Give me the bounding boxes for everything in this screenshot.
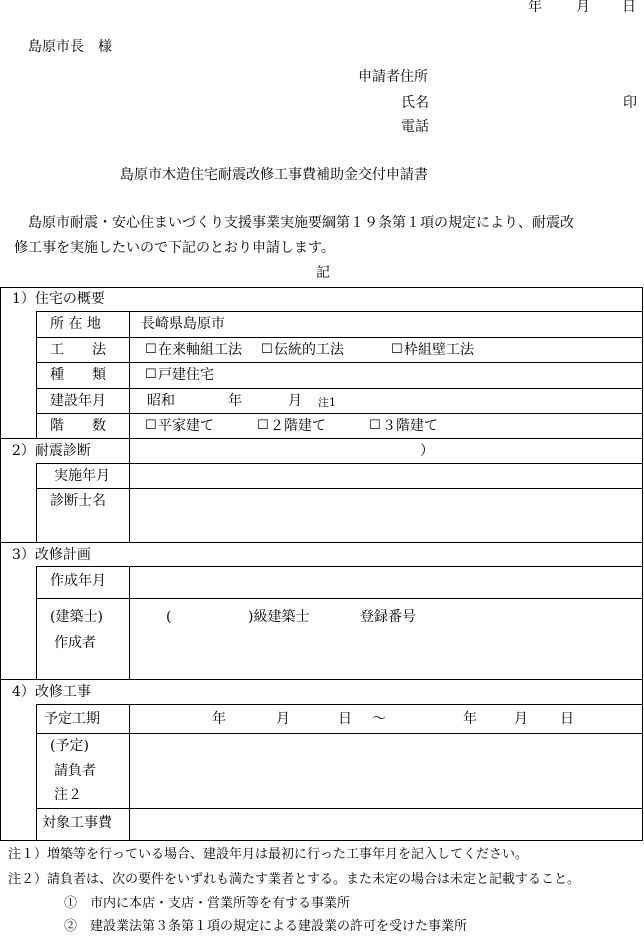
built-label: 建設年月 bbox=[50, 393, 106, 409]
method-label: 工 法 bbox=[50, 342, 106, 358]
sec4-indent-line bbox=[36, 704, 37, 841]
floors-option-label: ２階建て bbox=[270, 418, 326, 434]
intro-line-1: 島原市耐震・安心住まいづくり支援事業実施要綱第１９条第１項の規定により、耐震改 bbox=[28, 215, 574, 231]
method-checkbox[interactable]: ☐ bbox=[391, 342, 403, 357]
diagnosis-date-label: 実施年月 bbox=[54, 468, 110, 484]
period-start-year: 年 bbox=[212, 711, 226, 727]
floors-option-label: 平家建て bbox=[158, 418, 214, 434]
date-year-label: 年 bbox=[528, 0, 542, 15]
requirement-item-1: ① 市内に本店・支店・営業所等を有する事業所 bbox=[64, 896, 351, 911]
note-2: 注２）請負者は、次の要件をいずれも満たす業者とする。また未定の場合は未定と記載すること。 bbox=[8, 872, 581, 887]
sec1-indent-line bbox=[36, 311, 37, 439]
method-option-label: 伝統的工法 bbox=[274, 342, 344, 358]
sec4-row-line bbox=[36, 733, 643, 734]
intro-line-2: 修工事を実施したいので下記のとおり申請します。 bbox=[14, 240, 335, 256]
location-label: 所 在 地 bbox=[50, 316, 101, 332]
note-1: 注１）増築等を行っている場合、建設年月は最初に行った工事年月を記入してください。 bbox=[8, 847, 529, 862]
sec2-label-col-line bbox=[129, 438, 130, 543]
period-start-day: 日 bbox=[338, 711, 352, 727]
seal-mark: 印 bbox=[623, 95, 637, 111]
contractor-note-marker: 注２ bbox=[54, 787, 82, 803]
built-note-marker: 注1 bbox=[318, 396, 336, 409]
applicant-address-label: 申請者住所 bbox=[358, 69, 428, 85]
date-day-label: 日 bbox=[622, 0, 636, 15]
addressee: 島原市長 様 bbox=[28, 39, 112, 55]
plan-date-label: 作成年月 bbox=[50, 573, 106, 589]
sec4-label-col-line bbox=[129, 704, 130, 841]
floors-option-label: ３階建て bbox=[382, 418, 438, 434]
document-title: 島原市木造住宅耐震改修工事費補助金交付申請書 bbox=[120, 167, 428, 183]
sec2-indent-line bbox=[36, 463, 37, 543]
method-option-label: 在来軸組工法 bbox=[158, 342, 242, 358]
sec3-indent-line bbox=[36, 566, 37, 680]
sec2-paren-close: ） bbox=[420, 443, 434, 459]
location-value[interactable]: 長崎県島原市 bbox=[141, 316, 225, 332]
contractor-label-planned: (予定) bbox=[50, 738, 89, 754]
applicant-phone-label: 電話 bbox=[401, 119, 429, 135]
period-end-year: 年 bbox=[463, 711, 477, 727]
sec3-row-line bbox=[36, 566, 643, 567]
sec1-row-line bbox=[36, 337, 643, 338]
period-label: 予定工期 bbox=[44, 711, 100, 727]
cost-label: 対象工事費 bbox=[42, 815, 112, 831]
table-border-right bbox=[642, 287, 643, 841]
type-label: 種 類 bbox=[50, 367, 106, 383]
built-era: 昭和 bbox=[147, 393, 175, 409]
method-option-label: 枠組壁工法 bbox=[404, 342, 474, 358]
floors-checkbox[interactable]: ☐ bbox=[257, 418, 269, 433]
sec1-row-line bbox=[36, 311, 643, 312]
sec4-heading: 4）改修工事 bbox=[12, 684, 91, 700]
sec2-row-line bbox=[36, 463, 643, 464]
period-tilde: ～ bbox=[372, 711, 386, 727]
floors-label: 階 数 bbox=[50, 418, 106, 434]
sec2-row-line bbox=[36, 488, 643, 489]
sec2-divider bbox=[0, 438, 643, 439]
sec4-row-line bbox=[36, 808, 643, 809]
sec4-row-line bbox=[36, 704, 643, 705]
table-border-bottom bbox=[0, 840, 643, 841]
sec3-label-col-line bbox=[129, 566, 130, 680]
sec1-row-line bbox=[36, 388, 643, 389]
sec3-divider bbox=[0, 542, 643, 543]
author-label: 作成者 bbox=[54, 635, 96, 651]
requirement-item-2: ② 建設業法第３条第１項の規定による建設業の許可を受けた事業所 bbox=[64, 919, 468, 934]
period-start-month: 月 bbox=[276, 711, 290, 727]
contractor-label: 請負者 bbox=[54, 763, 96, 779]
sec2-heading: 2）耐震診断 bbox=[12, 443, 91, 459]
built-year-label: 年 bbox=[228, 393, 242, 409]
method-checkbox[interactable]: ☐ bbox=[261, 342, 273, 357]
diagnoser-label: 診断士名 bbox=[50, 493, 106, 509]
registration-label: 登録番号 bbox=[360, 609, 416, 625]
applicant-name-label: 氏名 bbox=[401, 95, 429, 111]
sec1-row-line bbox=[36, 413, 643, 414]
grade-text: )級建築士 bbox=[248, 609, 310, 625]
sec1-row-line bbox=[36, 362, 643, 363]
floors-checkbox[interactable]: ☐ bbox=[145, 418, 157, 433]
table-border-left bbox=[0, 287, 1, 841]
type-option-label: 戸建住宅 bbox=[158, 367, 214, 383]
sec3-heading: 3）改修計画 bbox=[12, 547, 91, 563]
architect-label: (建築士) bbox=[50, 609, 103, 625]
sec3-row-line bbox=[36, 598, 643, 599]
method-checkbox[interactable]: ☐ bbox=[145, 342, 157, 357]
period-end-day: 日 bbox=[560, 711, 574, 727]
period-end-month: 月 bbox=[514, 711, 528, 727]
built-month-label: 月 bbox=[288, 393, 302, 409]
sec1-label-col-line bbox=[129, 311, 130, 439]
sec4-divider bbox=[0, 679, 643, 680]
ki-label: 記 bbox=[316, 265, 330, 281]
type-checkbox[interactable]: ☐ bbox=[145, 367, 157, 382]
sec1-heading: 1）住宅の概要 bbox=[12, 291, 105, 307]
table-border-top bbox=[0, 287, 643, 288]
grade-paren-open: ( bbox=[166, 609, 172, 625]
floors-checkbox[interactable]: ☐ bbox=[369, 418, 381, 433]
date-month-label: 月 bbox=[576, 0, 590, 15]
